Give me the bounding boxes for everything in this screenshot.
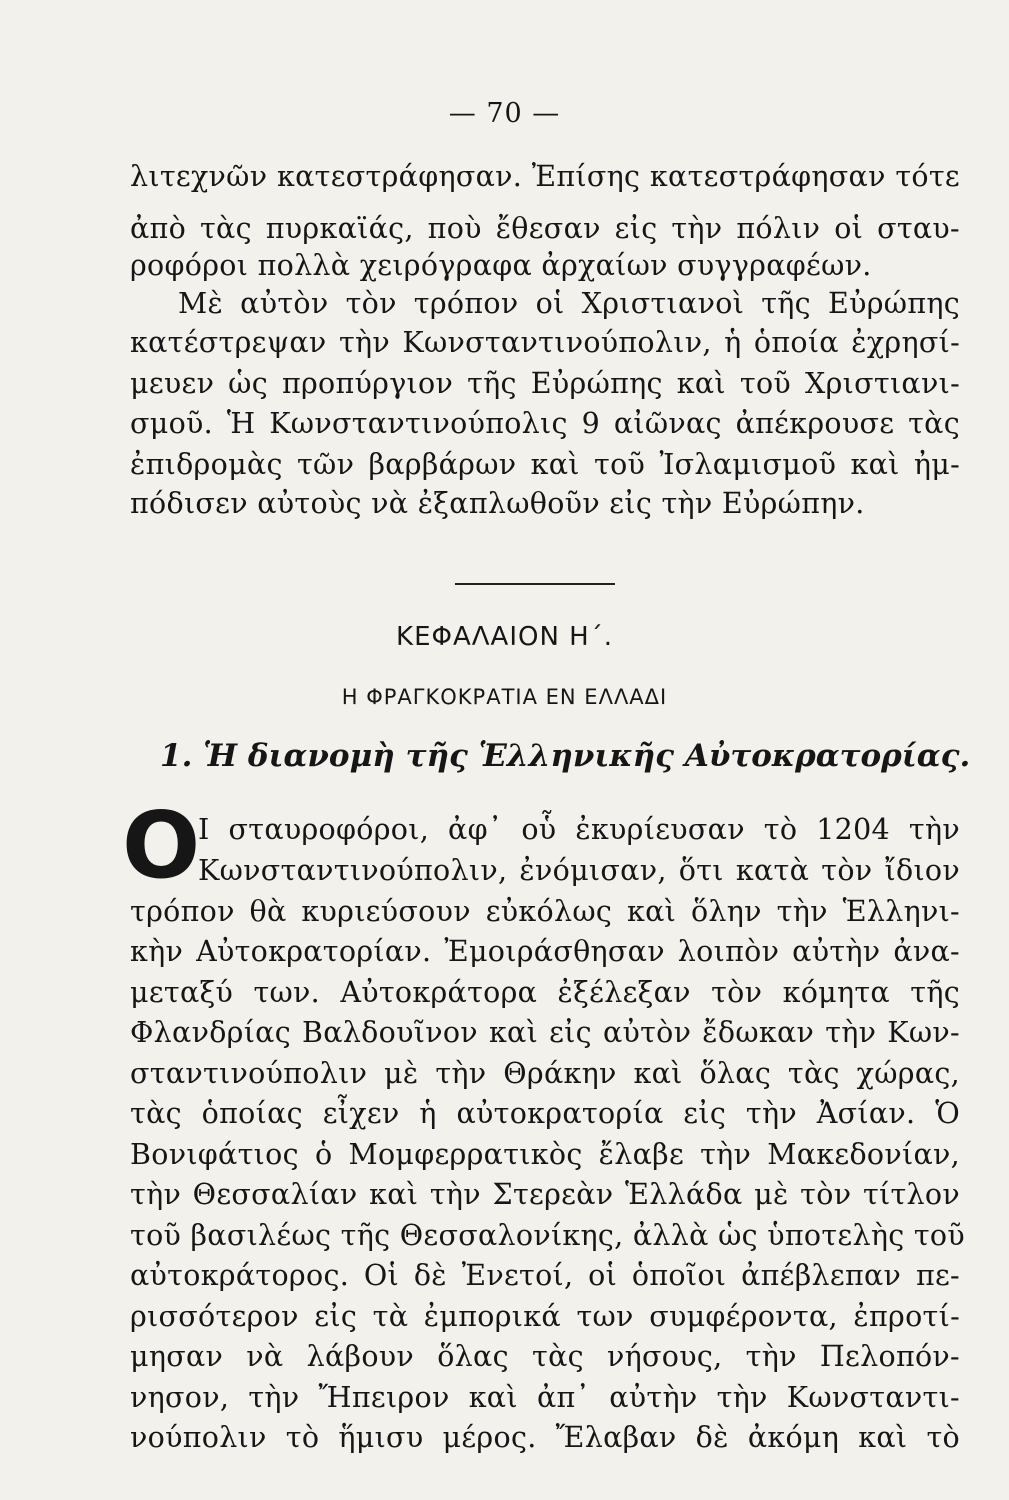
text-line: τὴν Θεσσαλίαν καὶ τὴν Στερεὰν Ἑλλάδα μὲ τὸν τίτλον — [130, 1178, 960, 1211]
text-line: ροφόροι πολλὰ χειρόγραφα ἀρχαίων συγγραφέων. — [130, 249, 872, 282]
text-line: λιτεχνῶν κατεστράφησαν. Ἐπίσης κατεστράφησαν τότε — [130, 160, 960, 193]
text-line: μευεν ὡς προπύργιον τῆς Εὐρώπης καὶ τοῦ Χριστιανι- — [130, 367, 960, 400]
chapter-subtitle: Η ΦΡΑΓΚΟΚΡΑΤΙΑ ΕΝ ΕΛΛΑΔΙ — [341, 685, 668, 709]
drop-cap: O — [122, 792, 201, 899]
text-line: σμοῦ. Ἡ Κωνσταντινούπολις 9 αἰῶνας ἀπέκρουσε τὰς — [130, 407, 960, 440]
text-line: κατέστρεψαν τὴν Κωνσταντινούπολιν, ἡ ὁποία ἐχρησί- — [130, 326, 960, 359]
text-line: κὴν Αὐτοκρατορίαν. Ἐμοιράσθησαν λοιπὸν αὐτὴν ἀνα- — [130, 935, 960, 968]
text-line: μησαν νὰ λάβουν ὅλας τὰς νήσους, τὴν Πελοπόν- — [130, 1340, 960, 1373]
text-line: ρισσότερον εἰς τὰ ἐμπορικά των συμφέροντα, ἐπροτί- — [130, 1300, 960, 1333]
text-line: Μὲ αὐτὸν τὸν τρόπον οἱ Χριστιανοὶ τῆς Εὐρώπης — [178, 287, 960, 320]
text-line: αὐτοκράτορος. Οἱ δὲ Ἐνετοί, οἱ ὁποῖοι ἀπέβλεπαν πε- — [130, 1259, 960, 1292]
text-line: νησον, τὴν Ἤπειρον καὶ ἀπ᾽ αὐτὴν τὴν Κωνσταντι- — [130, 1381, 960, 1414]
section-heading: 1. Ἡ διανομὴ τῆς Ἑλληνικῆς Αὐτοκρατορίας. — [160, 738, 971, 774]
text-line: ἐπιδρομὰς τῶν βαρβάρων καὶ τοῦ Ἰσλαμισμοῦ καὶ ἠμ- — [130, 448, 960, 481]
section-divider — [455, 583, 615, 585]
text-line: Βονιφάτιος ὁ Μομφερρατικὸς ἔλαβε τὴν Μακεδονίαν, — [130, 1138, 960, 1171]
text-line: Ι σταυροφόροι, ἀφ᾽ οὗ ἐκυρίευσαν τὸ 1204 τὴν — [198, 813, 960, 846]
text-line: τὰς ὁποίας εἶχεν ἡ αὐτοκρατορία εἰς τὴν Ἀσίαν. Ὁ — [130, 1097, 960, 1130]
text-line: τοῦ βασιλέως τῆς Θεσσαλονίκης, ἀλλὰ ὡς ὑποτελὴς τοῦ — [130, 1219, 965, 1252]
text-line: Φλανδρίας Βαλδουῖνον καὶ εἰς αὐτὸν ἔδωκαν τὴν Κων- — [130, 1016, 960, 1049]
text-line: πόδισεν αὐτοὺς νὰ ἐξαπλωθοῦν εἰς τὴν Εὐρώπην. — [130, 487, 865, 520]
text-line: μεταξύ των. Αὐτοκράτορα ἐξέλεξαν τὸν κόμητα τῆς — [130, 976, 960, 1009]
text-line: Κωνσταντινούπολιν, ἐνόμισαν, ὅτι κατὰ τὸν ἴδιον — [198, 854, 960, 887]
chapter-title: ΚΕΦΑΛΑΙΟΝ Η΄. — [396, 622, 613, 652]
text-line: ἀπὸ τὰς πυρκαϊάς, ποὺ ἔθεσαν εἰς τὴν πόλιν οἱ σταυ- — [130, 212, 960, 245]
text-line: τρόπον θὰ κυριεύσουν εὐκόλως καὶ ὅλην τὴν Ἑλληνι- — [130, 895, 960, 928]
text-line: σταντινούπολιν μὲ τὴν Θράκην καὶ ὅλας τὰς χώρας, — [130, 1057, 960, 1090]
page-number: — 70 — — [448, 98, 561, 129]
text-line: νούπολιν τὸ ἥμισυ μέρος. Ἔλαβαν δὲ ἀκόμη καὶ τὸ — [130, 1421, 960, 1454]
